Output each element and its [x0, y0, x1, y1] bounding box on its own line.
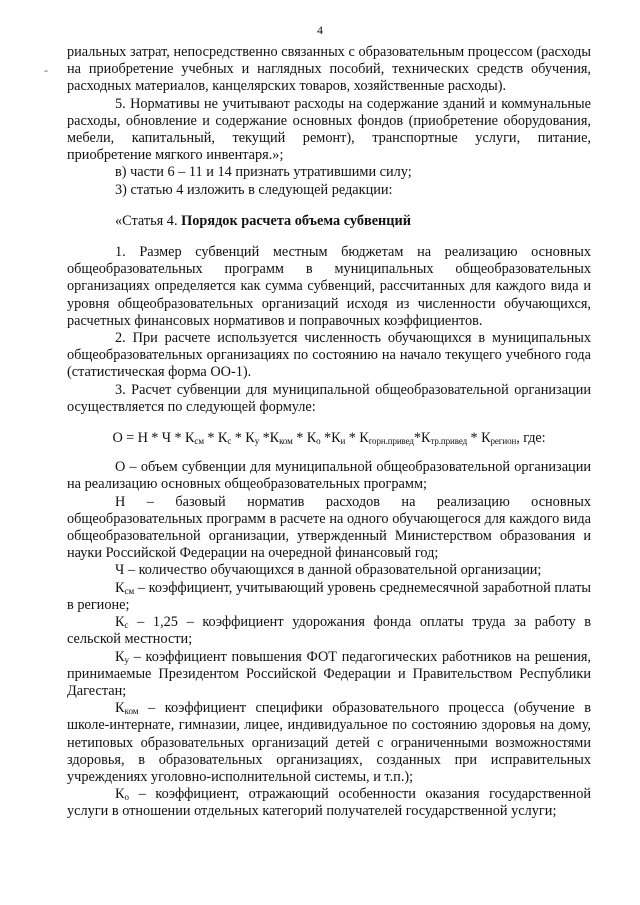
- paragraph-continuation: риальных затрат, непосредственно связанных с образовательным процессом (расходы на приобретение учебных и наглядных пособий, технических средств обучения, расходных материалов, канцелярских товаров, хозяйственные расходы).: [67, 44, 591, 95]
- margin-mark: -: [44, 63, 48, 77]
- definition-o: О – объем субвенции для муниципальной общеобразовательной организации на реализацию основных общеобразовательных программ;: [67, 459, 591, 493]
- document-body: [67, 44, 591, 821]
- formula: $О = Н * Ч * К_{см} * К_с * К_у$ $*К_{ком} * К_о$ $*К_и * К_{горн.привед}*К_{тр.привед} * К_{регион}$, где:: [112, 430, 546, 447]
- paragraph-norms: 5. Нормативы не учитывают расходы на содержание зданий и коммунальные расходы, обновление и содержание основных фондов (приобретение оборудования, мебели, капитальный, текущий ремонт), транспортные услуги, питание, приобретение мягкого инвентаря.»;: [67, 95, 591, 164]
- definition-n: Н – базовый норматив расходов на реализацию основных общеобразовательных программ в расчете на одного обучающегося для каждого вида общеобразовательной организации, утвержденный Министерством образования и науки Российской Федерации на очередной финансовый год;: [67, 493, 591, 562]
- definition-k-u: $К_у$ – коэффициент повышения ФОТ педагогических работников на решения, принимаемые Президентом Российской Федерации и Правительством Республики Дагестан;: [67, 648, 591, 699]
- page-number: 4: [317, 23, 323, 37]
- paragraph-article-edit: 3) статью 4 изложить в следующей редакции:: [115, 181, 393, 198]
- definition-k-kom: $К_{ком}$ – коэффициент специфики образовательного процесса (обучение в школе-интернате, гимназии, лицее, индивидуальное по состоянию здоровья на дому, нетиповых образовательных организаций детей с ограниченными возможностями здоровья, в образовательных организациях, созданных при исправительных учреждениях уголовно-исполнительной системы, и т.п.);: [67, 700, 591, 785]
- article-item-1: 1. Размер субвенций местным бюджетам на реализацию основных общеобразовательных программ в муниципальных общеобразовательных организациях определяется как сумма субвенций, рассчитанных для каждого вида и уровня общеобразовательных организаций исходя из численности обучающихся, расчетных финансовых нормативов и поправочных коэффициентов.: [67, 244, 591, 329]
- paragraph-parts-invalid: в) части 6 – 11 и 14 признать утратившими силу;: [115, 164, 412, 181]
- article-item-2: 2. При расчете используется численность обучающихся в муниципальных общеобразовательных организациях по состоянию на начало текущего учебного года (статистическая форма ОО-1).: [67, 330, 591, 381]
- article-item-3: 3. Расчет субвенции для муниципальной общеобразовательной организации осуществляется по следующей формуле:: [67, 381, 591, 415]
- article-prefix: «Статья 4.: [115, 212, 182, 229]
- article-title: Порядок расчета объема субвенций: [181, 212, 412, 229]
- definition-k-sm: $К_{см}$ – коэффициент, учитывающий уровень среднемесячной заработной платы в регионе;: [67, 579, 591, 613]
- definition-k-o: $К_о$ – коэффициент, отражающий особенности оказания государственной услуги в отношении отдельных категорий получателей государственной услуги;: [67, 786, 591, 820]
- definition-k-s: $К_с - 1,25$ – коэффициент удорожания фонда оплаты труда за работу в сельской местности;: [67, 614, 591, 648]
- article-heading: [67, 213, 591, 230]
- definition-ch: Ч – количество обучающихся в данной образовательной организации;: [115, 562, 542, 579]
